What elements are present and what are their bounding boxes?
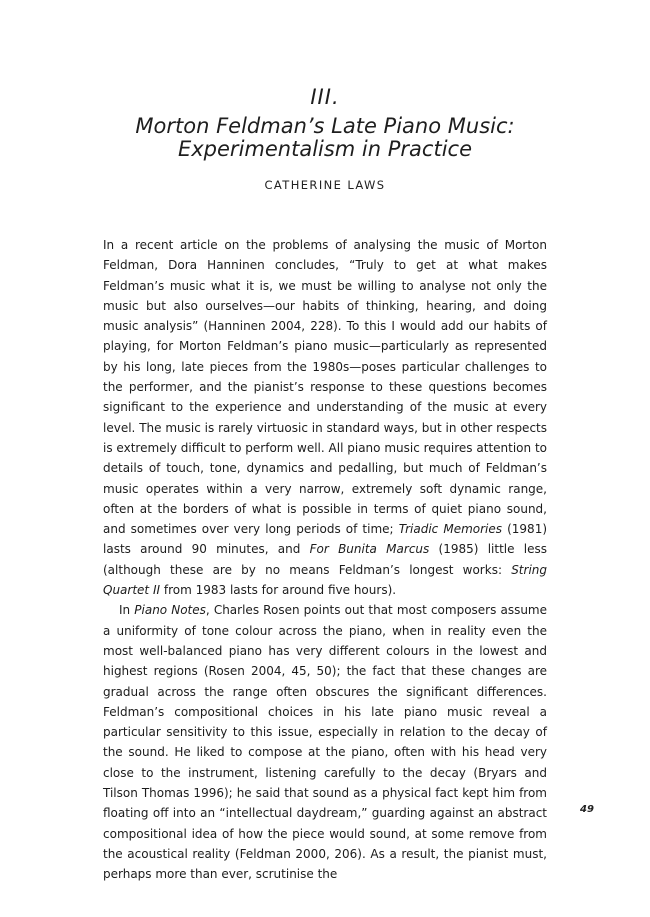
work-title-piano-notes: Piano Notes <box>134 603 206 618</box>
paragraph-1-text: (1985) little less (although these are by no means Feldman’s longest works: <box>103 542 547 577</box>
paragraph-1-text: from 1983 lasts for around five hours). <box>160 583 397 598</box>
chapter-title-line-2: Experimentalism in Practice <box>177 137 472 161</box>
paragraph-2 <box>103 600 547 884</box>
work-title-for-bunita-marcus: For Bunita Marcus <box>309 542 430 557</box>
page-number: 49 <box>580 804 594 815</box>
work-title-triadic-memories: Triadic Memories <box>398 522 503 537</box>
chapter-numeral: III. <box>310 85 340 109</box>
paragraph-2-text: In <box>119 603 135 618</box>
body-text <box>103 235 547 885</box>
author-name: CATHERINE LAWS <box>264 178 386 192</box>
paragraph-2-text: , Charles Rosen points out that most composers assume a uniformity of tone colour across the piano, when in reality even the most well-balanced piano has very different colours in the lowest and highest regions (Rosen 2004, 45, 50); the fact that these changes are gradual across the range often obscures the significant differences. Feldman’s compositional choices in his late piano music reveal a particular sensitivity to this issue, especially in relation to the decay of the sound. He liked to compose at the piano, often with his head very close to the instrument, listening carefully to the decay (Bryars and Tilson Thomas 1996); he said that sound as a physical fact kept him from floating off into an “intellectual daydream,” guarding against an abstract compositional idea of how the piece would sound, at some remove from the acoustical reality (Feldman 2000, 206). As a result, the pianist must, perhaps more than ever, scrutinise the <box>103 603 548 882</box>
paragraph-1-text: (1981) lasts around 90 minutes, and <box>103 522 548 557</box>
paragraph-1 <box>103 235 547 600</box>
paragraph-1-text: In a recent article on the problems of analysing the music of Morton Feldman, Dora Hanninen concludes, “Truly to get at what makes Feldman’s music what it is, we must be willing to analyse not only the music but also ourselves—our habits of thinking, hearing, and doing music analysis” (Hanninen 2004, 228). To this I would add our habits of playing, for Morton Feldman’s piano music—particularly as represented by his long, late pieces from the 1980s—poses particular challenges to the performer, and the pianist’s response to these questions becomes significant to the experience and understanding of the music at every level. The music is rarely virtuosic in standard ways, but in other respects is extremely difficult to perform well. All piano music requires attention to details of touch, tone, dynamics and pedalling, but much of Feldman’s music operates within a very narrow, extremely soft dynamic range, often at the borders of what is possible in terms of quiet piano sound, and sometimes over very long periods of time; <box>103 238 547 537</box>
chapter-title-line-1: Morton Feldman’s Late Piano Music: <box>135 114 515 138</box>
work-title-string-quartet-ii: String Quartet II <box>103 562 547 598</box>
